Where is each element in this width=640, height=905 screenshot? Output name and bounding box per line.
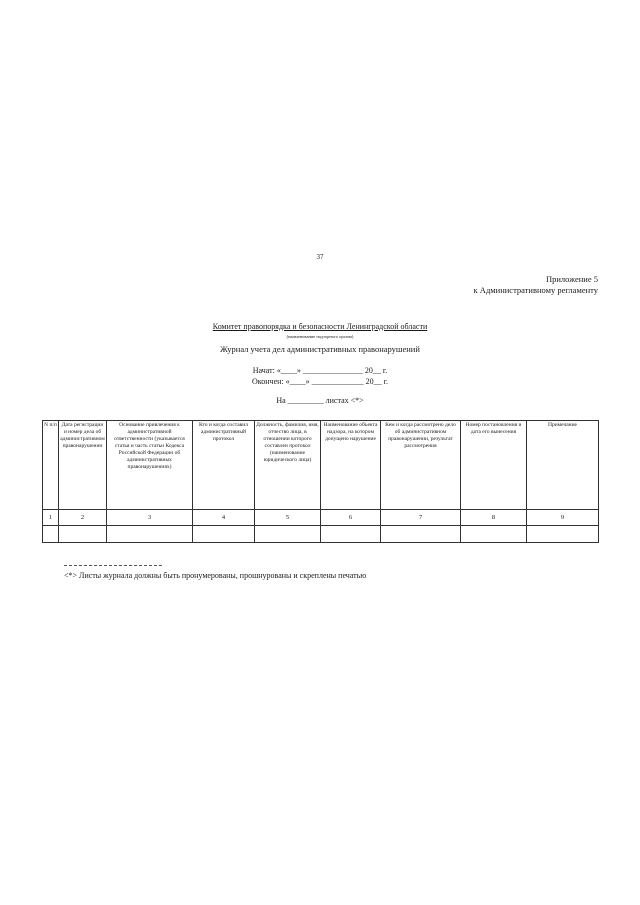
- appendix-line-1: Приложение 5: [546, 274, 598, 284]
- appendix-line-2: к Административному регламенту: [473, 285, 598, 295]
- header-cell: N п/п: [43, 421, 59, 510]
- appendix-reference: [474, 274, 598, 296]
- empty-cell: [461, 526, 527, 543]
- column-number: 1: [43, 510, 59, 526]
- page-number: 37: [316, 253, 324, 261]
- column-number: 9: [527, 510, 599, 526]
- journal-table: [42, 420, 599, 543]
- footnote-separator: [64, 565, 162, 566]
- organization-caption: (наименование надзорного органа): [286, 334, 354, 339]
- organization-name: Комитет правопорядка и безопасности Ленинградской области: [212, 322, 428, 331]
- column-number: 3: [107, 510, 193, 526]
- header-cell: Наименование объекта надзора, на котором допущено нарушение: [321, 421, 381, 510]
- column-number: 5: [255, 510, 321, 526]
- empty-cell: [321, 526, 381, 543]
- empty-cell: [527, 526, 599, 543]
- header-cell: Основание привлечения к административной ответственности (указывается статья и часть статьи Кодекса Российской Федерации об административных правонарушениях): [107, 421, 193, 510]
- empty-cell: [255, 526, 321, 543]
- organization-block: [0, 316, 640, 340]
- column-number-row: [43, 510, 599, 526]
- table-row: [43, 526, 599, 543]
- empty-cell: [107, 526, 193, 543]
- column-number: 6: [321, 510, 381, 526]
- header-cell: Номер постановления и дата его вынесения: [461, 421, 527, 510]
- header-cell: Примечание: [527, 421, 599, 510]
- column-number: 8: [461, 510, 527, 526]
- empty-cell: [43, 526, 59, 543]
- date-finished: Окончен: «____» _____________ 20__ г.: [252, 377, 388, 386]
- empty-cell: [381, 526, 461, 543]
- date-started: Начат: «____» _______________ 20__ г.: [252, 366, 388, 375]
- footnote: <*> Листы журнала должны быть пронумерованы, прошнурованы и скреплены печатью: [64, 571, 367, 580]
- header-cell: Кто и когда составил административный протокол: [193, 421, 255, 510]
- header-cell: Кем и когда рассмотрено дело об административном правонарушении, результат рассмотрения: [381, 421, 461, 510]
- sheets-count: На _________ листах <*>: [276, 396, 364, 405]
- journal-dates: [0, 365, 640, 387]
- header-cell: Дата регистрации и номер дела об административном правонарушении: [59, 421, 107, 510]
- header-cell: Должность, фамилия, имя, отчество лица, в отношении которого составлен протокол (наименование юридического лица): [255, 421, 321, 510]
- journal-title: Журнал учета дел административных правонарушений: [220, 344, 420, 354]
- column-number: 4: [193, 510, 255, 526]
- column-number: 2: [59, 510, 107, 526]
- table-header-row: [43, 421, 599, 510]
- empty-cell: [59, 526, 107, 543]
- column-number: 7: [381, 510, 461, 526]
- empty-cell: [193, 526, 255, 543]
